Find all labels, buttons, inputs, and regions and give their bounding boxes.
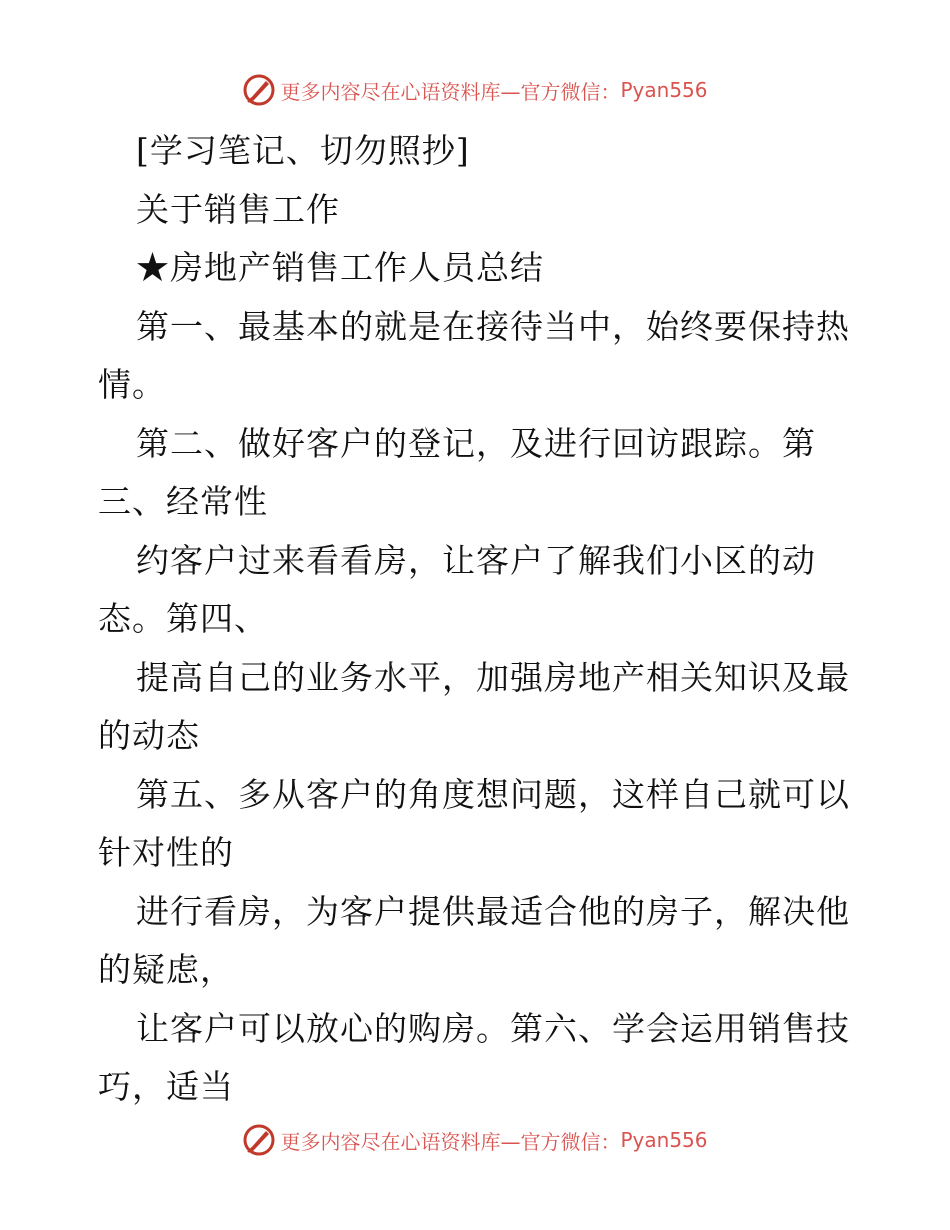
text-line: 关于销售工作: [136, 189, 340, 229]
watermark-wechat-id: Pyan556: [620, 78, 708, 102]
document-body: [98, 122, 858, 1117]
text-line: 态。第四、: [98, 599, 268, 638]
text-line: 进行看房，为客户提供最适合他的房子，解决他: [136, 891, 850, 931]
text-line: 让客户可以放心的购房。第六、学会运用销售技: [136, 1008, 850, 1048]
text-line: 的疑虑，: [98, 950, 234, 989]
text-line: 情。: [98, 365, 166, 404]
text-line: 巧，适当: [98, 1067, 234, 1106]
quill-pen-logo-icon: [242, 1123, 276, 1157]
watermark-wechat-id: Pyan556: [620, 1128, 708, 1152]
text-line: 三、经常性: [98, 482, 268, 521]
footer-watermark: [0, 1120, 950, 1160]
watermark-text: 更多内容尽在心语资料库—官方微信：: [280, 1129, 621, 1154]
text-line: ★房地产销售工作人员总结: [136, 248, 544, 287]
text-line: 第五、多从客户的角度想问题，这样自己就可以: [136, 774, 850, 814]
text-line: 第二、做好客户的登记，及进行回访跟踪。第: [136, 423, 816, 463]
header-watermark: [0, 70, 950, 110]
text-line: 针对性的: [98, 833, 234, 872]
text-line: 提高自己的业务水平，加强房地产相关知识及最: [136, 657, 850, 697]
text-line: 第一、最基本的就是在接待当中，始终要保持热: [136, 306, 850, 346]
text-line: [学习笔记、切勿照抄]: [136, 131, 470, 170]
watermark-text: 更多内容尽在心语资料库—官方微信：: [280, 79, 621, 104]
text-line: 的动态: [98, 716, 200, 755]
text-line: 约客户过来看看房，让客户了解我们小区的动: [136, 540, 816, 580]
quill-pen-logo-icon: [242, 73, 276, 107]
